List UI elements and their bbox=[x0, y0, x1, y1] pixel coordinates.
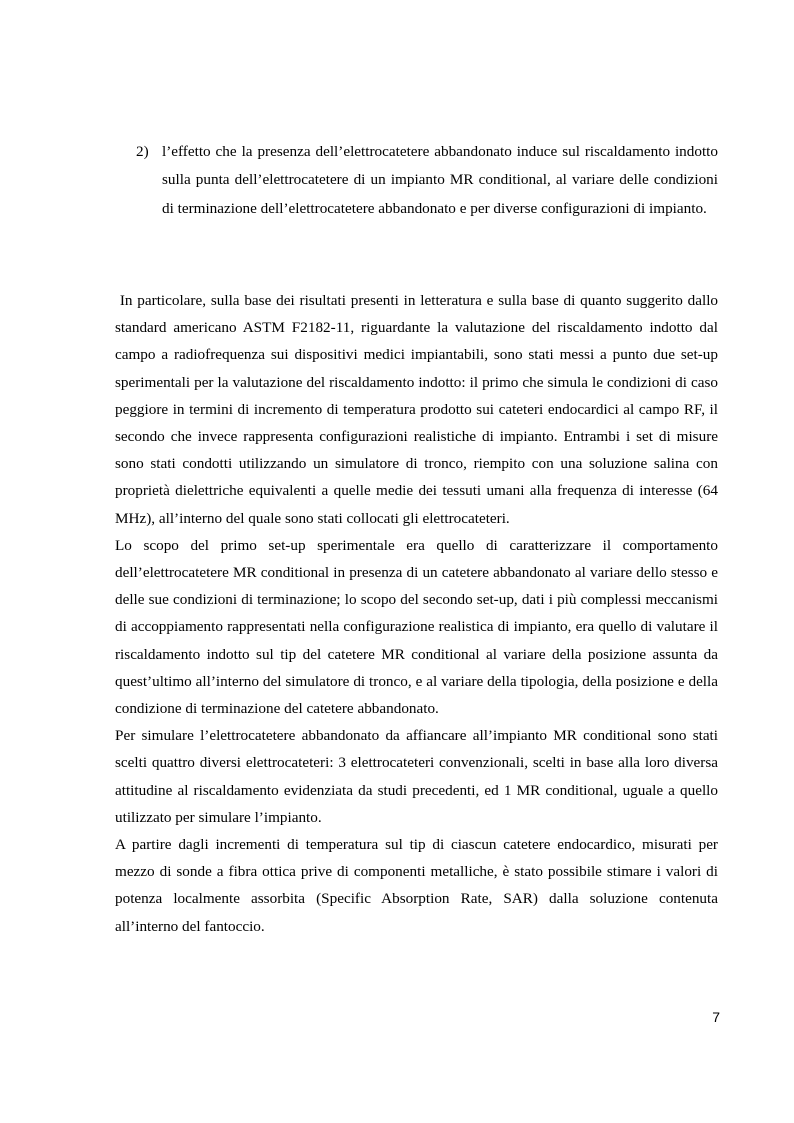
paragraph-intro: In particolare, sulla base dei risultati presenti in letteratura e sulla base di quanto suggerito dallo standard americano ASTM F2182-11, riguardante la valutazione del riscaldamento indotto dal campo a radiofrequenza sui dispositivi medici impiantabili, sono stati messi a punto due set-up sperimentali per la valutazione del riscaldamento indotto: il primo che simula le condizioni di caso peggiore in termini di incremento di temperatura prodotto sui cateteri endocardici al campo RF, il secondo che invece rappresenta configurazioni realistiche di impianto. Entrambi i set di misure sono stati condotti utilizzando un simulatore di tronco, riempito con una soluzione salina con proprietà dielettriche equivalenti a quelle medie dei tessuti umani alla frequenza di interesse (64 MHz), all’interno del quale sono stati collocati gli elettrocateteri. bbox=[115, 292, 722, 527]
paragraph-setup-purpose: Lo scopo del primo set-up sperimentale era quello di caratterizzare il comportamento dell’elettrocatetere MR conditional in presenza di un catetere abbandonato al variare dello stesso e delle sue condizioni di terminazione; lo scopo del secondo set-up, dati i più complessi meccanismi di accoppiamento rappresentati nella configurazione realistica di impianto, era quello di valutare il riscaldamento indotto sul tip del catetere MR conditional al variare della posizione assunta da quest’ultimo all’interno del simulatore di tronco, e al variare della tipologia, della posizione e della condizione di terminazione del catetere abbandonato. bbox=[115, 536, 718, 718]
numbered-list-item bbox=[115, 138, 718, 223]
body-text bbox=[115, 287, 722, 940]
paragraph-sar-estimation: A partire dagli incrementi di temperatura sul tip di ciascun catetere endocardico, misurati per mezzo di sonde a fibra ottica prive di componenti metalliche, è stato possibile stimare i valori di potenza localmente assorbita (Specific Absorption Rate, SAR) dalla soluzione contenuta all’interno del fantoccio. bbox=[115, 836, 718, 935]
list-item-text: l’effetto che la presenza dell’elettrocatetere abbandonato induce sul riscaldamento indotto sulla punta dell’elettrocatetere di un impianto MR conditional, al variare delle condizioni di terminazione dell’elettrocatetere abbandonato e per diverse configurazioni di impianto. bbox=[162, 143, 718, 217]
paragraph-catheter-selection: Per simulare l’elettrocatetere abbandonato da affiancare all’impianto MR conditional sono stati scelti quattro diversi elettrocateteri: 3 elettrocateteri convenzionali, scelti in base alla loro diversa attitudine al riscaldamento evidenziata da studi precedenti, ed 1 MR conditional, uguale a quello utilizzato per simulare l’impianto. bbox=[115, 727, 718, 826]
page-number: 7 bbox=[712, 1009, 720, 1025]
list-item-marker: 2) bbox=[136, 143, 149, 160]
